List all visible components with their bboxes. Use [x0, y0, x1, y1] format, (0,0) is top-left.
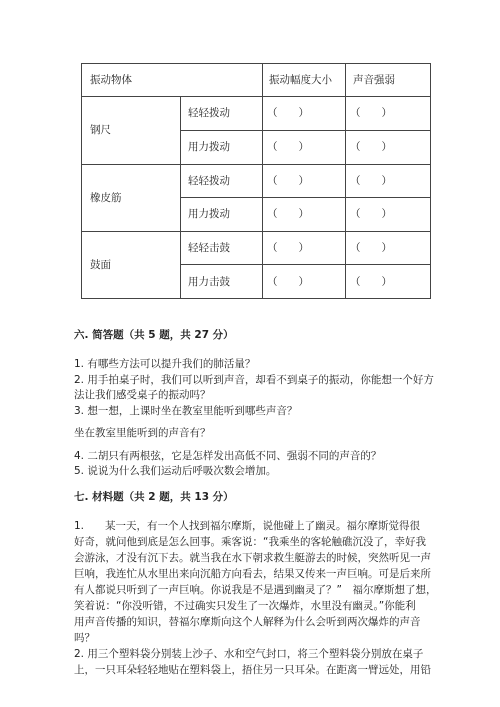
table-rule [81, 164, 431, 165]
header-amplitude: 振动幅度大小 [269, 74, 332, 86]
material-line: 吗？ [74, 632, 95, 644]
group-name: 鼓面 [90, 259, 111, 271]
table-rule [180, 264, 431, 265]
section-title: 七. 材料题（共 2 题，共 13 分） [74, 491, 234, 503]
answer-blank: （ ） [350, 141, 392, 153]
action-cell: 轻轻击鼓 [188, 242, 230, 254]
question-line: 5. 说说为什么我们运动后呼吸次数会增加。 [74, 465, 277, 477]
question-line: 法让我们感受桌子的振动吗？ [74, 389, 211, 401]
answer-blank: （ ） [267, 141, 309, 153]
action-cell: 轻轻拨动 [188, 107, 230, 119]
table-rule [345, 63, 346, 299]
material-line: 2. 用三个塑料袋分别装上沙子、水和空气封口，将三个塑料袋分别放在桌子 [74, 648, 424, 660]
table-rule [81, 63, 431, 64]
answer-blank: （ ） [267, 242, 309, 254]
table-rule [180, 130, 431, 131]
answer-blank: （ ） [350, 242, 392, 254]
answer-blank: （ ） [267, 276, 309, 288]
material-line: 1. 某一天，有一个人找到福尔摩斯，说他碰上了幽灵。福尔摩斯觉得很 [74, 520, 421, 532]
material-line: 用声音传播的知识，替福尔摩斯向这个人解释为什么会听到两次爆炸的声音 [74, 616, 421, 628]
action-cell: 用力击鼓 [188, 276, 230, 288]
question-line: 坐在教室里能听到的声音有？ [74, 427, 211, 439]
question-line: 1. 有哪些方法可以提升我们的肺活量？ [74, 358, 256, 370]
header-object: 振动物体 [90, 74, 132, 86]
vibration-table [81, 63, 431, 299]
answer-blank: （ ） [267, 107, 309, 119]
question-line: 3. 想一想，上课时坐在教室里能听到哪些声音？ [74, 405, 298, 417]
material-line: 巨响，我连忙从水里出来向沉船方向看去，结果又传来一声巨响。可是后来所 [74, 568, 431, 580]
table-rule [81, 231, 431, 232]
table-rule [81, 96, 431, 97]
header-loudness: 声音强弱 [353, 74, 395, 86]
table-rule [430, 63, 431, 299]
answer-blank: （ ） [267, 175, 309, 187]
answer-blank: （ ） [350, 208, 392, 220]
answer-blank: （ ） [350, 276, 392, 288]
answer-blank: （ ） [267, 208, 309, 220]
table-rule [262, 63, 263, 299]
table-rule [180, 197, 431, 198]
material-line: 笑着说：“你没听错，不过确实只发生了一次爆炸，水里没有幽灵。”你能利 [74, 600, 416, 612]
answer-blank: （ ） [350, 175, 392, 187]
material-line: 有人都说只听到了一声巨响。你说我是不是遇到幽灵了？” 福尔摩斯想了想， [74, 584, 437, 596]
action-cell: 用力拨动 [188, 208, 230, 220]
action-cell: 用力拨动 [188, 141, 230, 153]
group-name: 钢尺 [90, 124, 111, 136]
material-line: 会游泳，才没有沉下去。就当我在水下朝求救生艇游去的时候，突然听见一声 [74, 552, 431, 564]
group-name: 橡皮筋 [90, 192, 122, 204]
section-title: 六. 简答题（共 5 题，共 27 分） [74, 329, 234, 341]
question-line: 4. 二胡只有两根弦，它是怎样发出高低不同、强弱不同的声音的？ [74, 450, 382, 462]
material-line: 上，一只耳朵轻轻地贴在塑料袋上，捂住另一只耳朵。在距离一臂远处，用铅 [74, 664, 431, 676]
table-rule [81, 298, 431, 299]
table-rule [180, 96, 181, 299]
question-line: 2. 用手拍桌子时，我们可以听到声音，却看不到桌子的振动，你能想一个好方 [74, 374, 434, 386]
table-rule [81, 63, 82, 299]
answer-blank: （ ） [350, 107, 392, 119]
action-cell: 轻轻拨动 [188, 175, 230, 187]
material-line: 好奇，就问他到底是怎么回事。乘客说：“我乘坐的客轮触礁沉没了，幸好我 [74, 536, 426, 548]
